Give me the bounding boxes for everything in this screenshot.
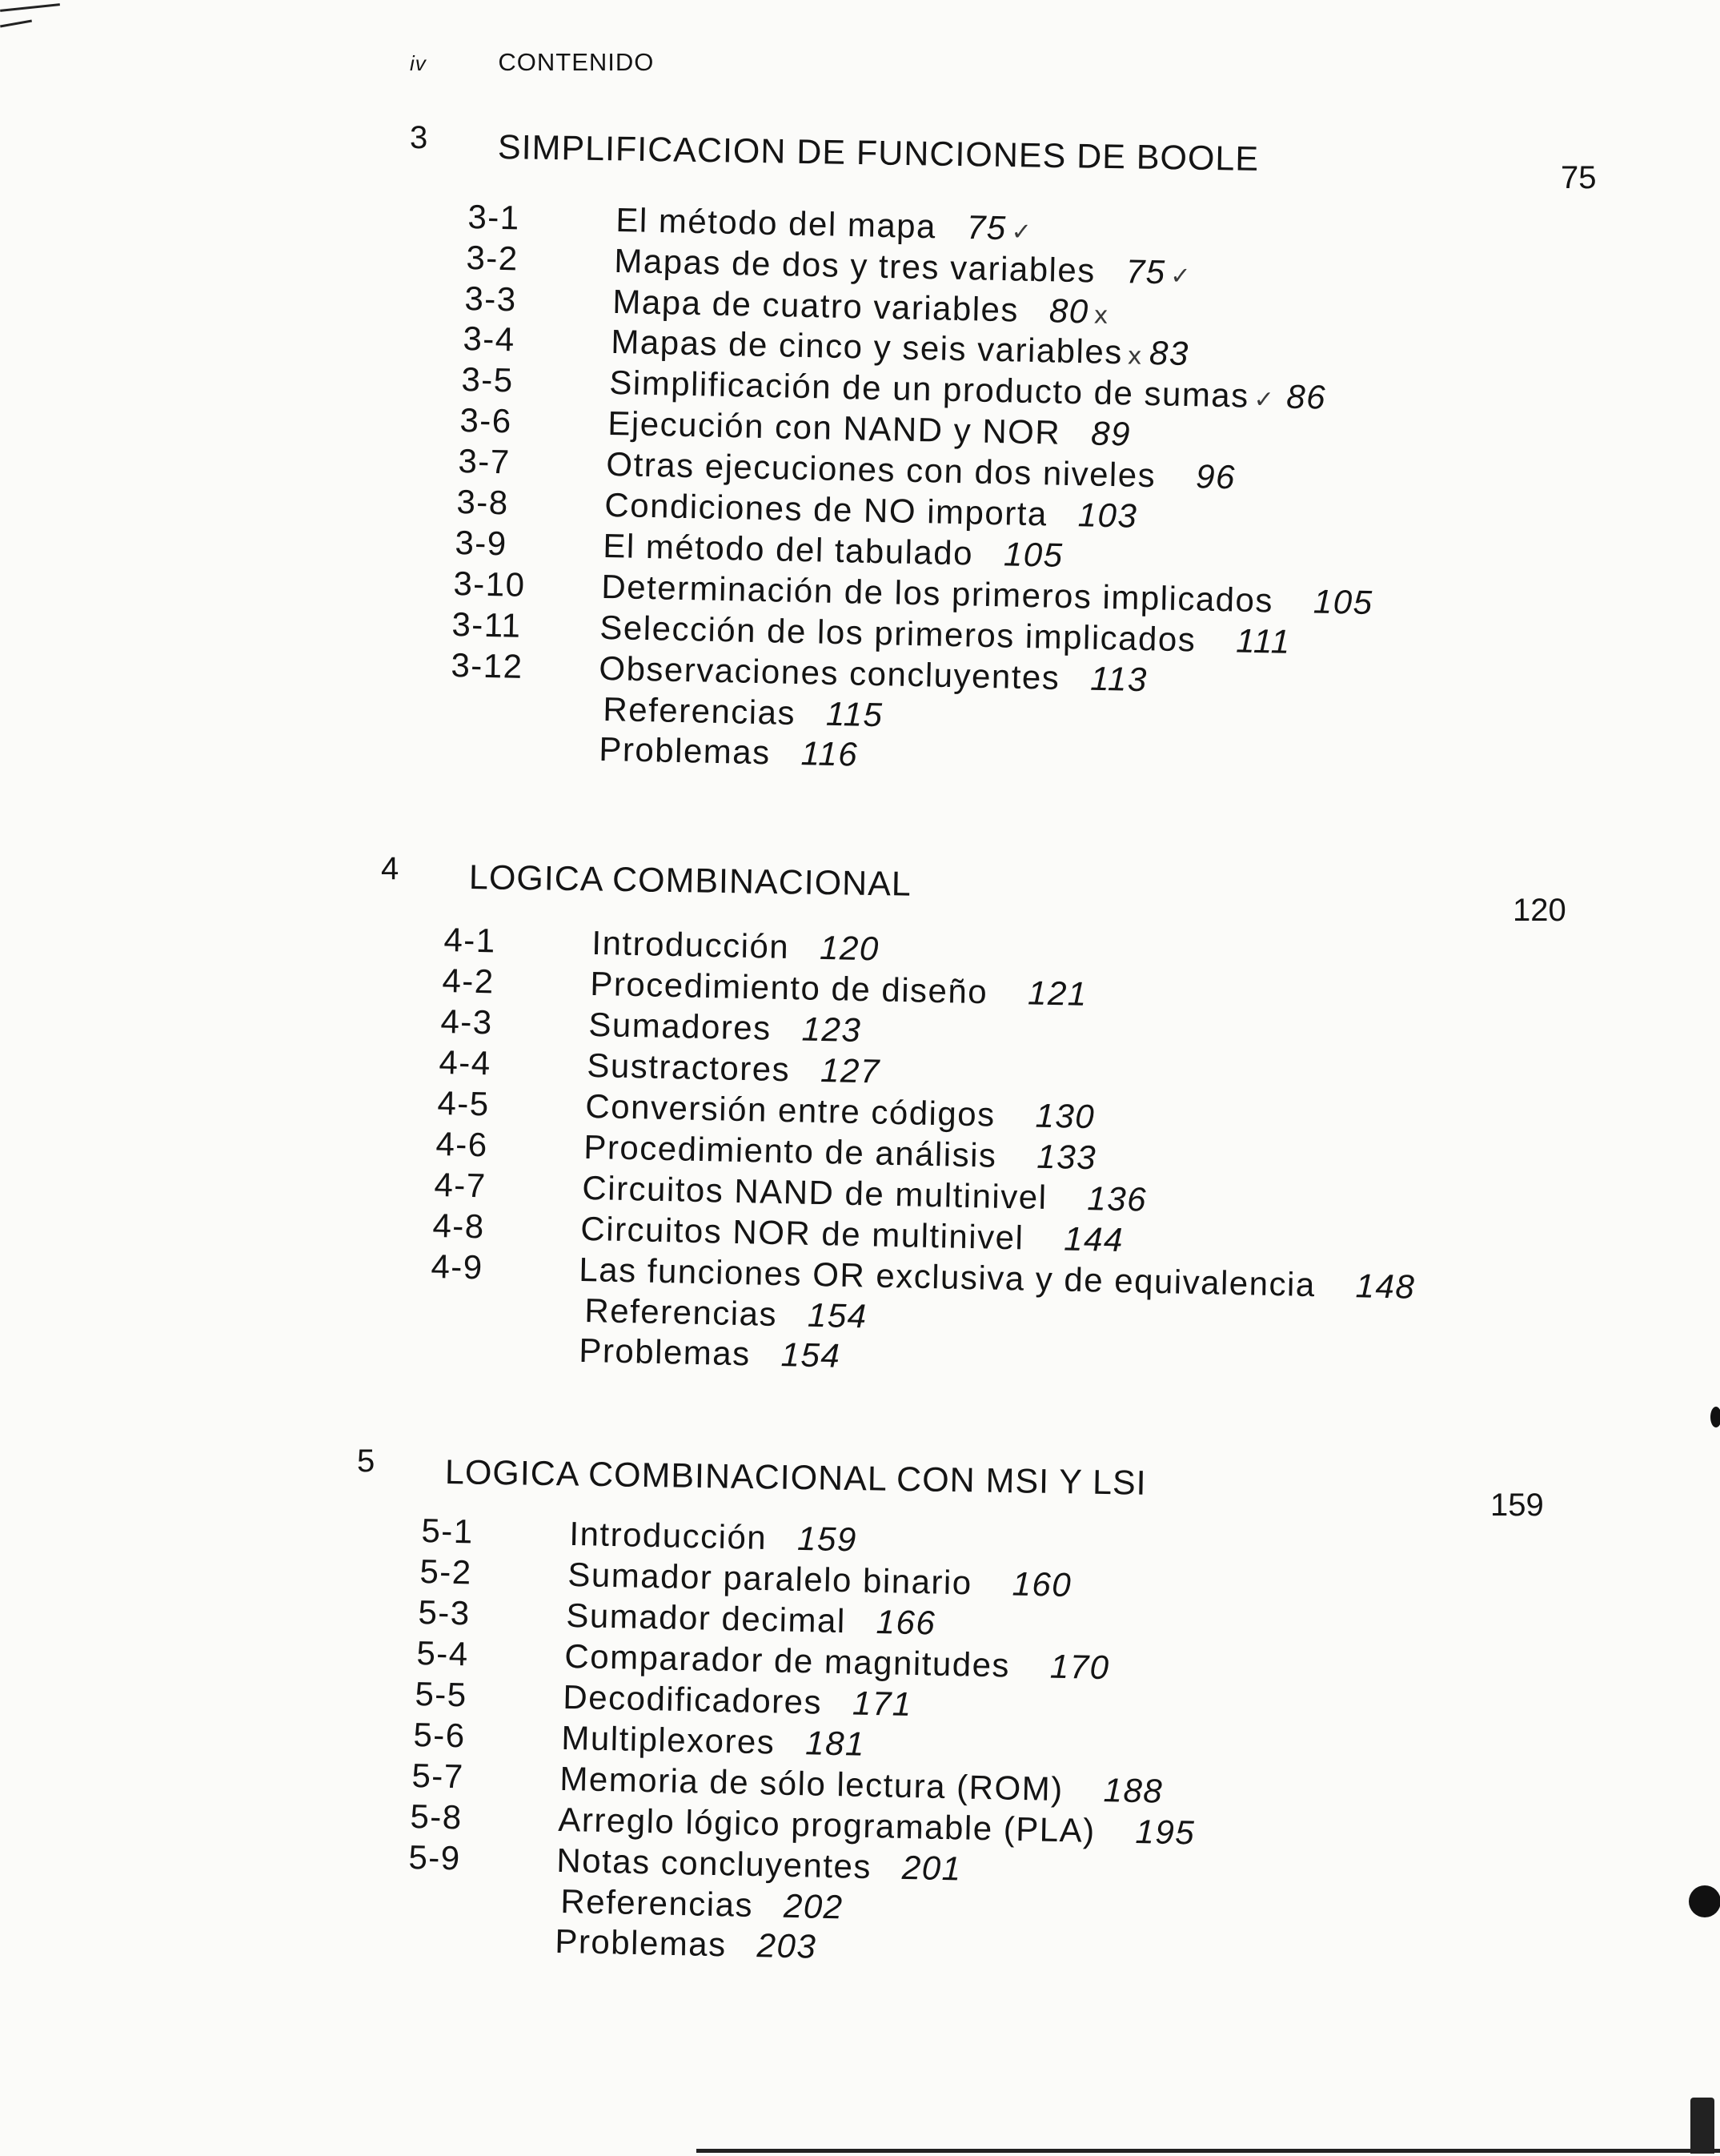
entry-page: 105 bbox=[1313, 582, 1373, 622]
entry-title: Referencias bbox=[602, 689, 796, 733]
handwritten-x-mark: x bbox=[1127, 342, 1144, 371]
entry-number: 3-1 bbox=[467, 198, 521, 237]
entry-page: 75 bbox=[966, 208, 1008, 247]
entry-page: 148 bbox=[1355, 1267, 1416, 1306]
entry-page: 154 bbox=[807, 1295, 868, 1335]
entry-page: 154 bbox=[780, 1335, 841, 1375]
entry-number: 4-6 bbox=[435, 1125, 489, 1164]
entry-title: El método del mapa bbox=[615, 200, 937, 246]
entry-number: 3-9 bbox=[455, 524, 508, 563]
scan-blot-right-2 bbox=[1689, 1885, 1720, 1917]
chapter-title: LOGICA COMBINACIONAL CON MSI Y LSI bbox=[444, 1453, 1147, 1503]
entry-title: Multiplexores bbox=[560, 1718, 776, 1761]
entry-page: 121 bbox=[1027, 974, 1089, 1013]
chapter-number: 5 bbox=[357, 1443, 375, 1479]
entry-title: Comparador de magnitudes bbox=[563, 1636, 1011, 1684]
chapter-number: 3 bbox=[410, 120, 428, 155]
entry-title: Mapas de dos y tres variables bbox=[613, 241, 1097, 290]
entry-title: Condiciones de NO importa bbox=[603, 485, 1048, 533]
entry-title: Circuitos NOR de multinivel bbox=[579, 1209, 1024, 1257]
entry-number: 4-4 bbox=[439, 1043, 492, 1082]
entry-number: 5-6 bbox=[413, 1716, 467, 1755]
entry-number: 5-1 bbox=[421, 1512, 475, 1551]
entry-page: 170 bbox=[1049, 1647, 1111, 1687]
page-running-title: CONTENIDO bbox=[498, 48, 655, 76]
handwritten-check-mark: ✓ bbox=[1011, 218, 1033, 247]
entry-title: Introducción bbox=[591, 923, 790, 966]
entry-number: 3-11 bbox=[451, 605, 522, 644]
entry-title: Mapas de cinco y seis variables bbox=[610, 322, 1124, 371]
entry-number: 5-9 bbox=[408, 1838, 462, 1877]
entry-title: Problemas bbox=[598, 729, 772, 772]
entry-title: Selección de los primeros implicados bbox=[599, 608, 1197, 659]
scan-edge-top-left-2 bbox=[0, 20, 32, 28]
entry-number: 3-7 bbox=[458, 442, 511, 481]
entry-number: 5-4 bbox=[416, 1634, 470, 1673]
entry-number: 3-2 bbox=[466, 239, 519, 278]
handwritten-x-mark: x bbox=[1093, 301, 1110, 330]
entry-title: Circuitos NAND de multinivel bbox=[581, 1168, 1048, 1217]
entry-title: Sustractores bbox=[586, 1046, 791, 1089]
entry-number: 5-5 bbox=[415, 1675, 468, 1714]
entry-number: 3-12 bbox=[451, 646, 524, 685]
entry-title: Introducción bbox=[568, 1514, 768, 1557]
entry-title: El método del tabulado bbox=[602, 526, 974, 572]
entry-page: 203 bbox=[756, 1926, 817, 1965]
entry-title: Procedimiento de diseño bbox=[589, 964, 988, 1011]
entry-title: Referencias bbox=[583, 1291, 778, 1334]
entry-number: 4-1 bbox=[443, 921, 497, 960]
entry-title: Determinación de los primeros implicados bbox=[600, 567, 1274, 620]
entry-title: Las funciones OR exclusiva y de equivalencia bbox=[578, 1250, 1317, 1304]
entry-title: Ejecución con NAND y NOR bbox=[607, 403, 1061, 452]
entry-title: Observaciones concluyentes bbox=[598, 648, 1060, 697]
entry-title: Simplificación de un producto de sumas bbox=[608, 363, 1250, 415]
chapter-number: 4 bbox=[381, 851, 399, 886]
entry-page: 202 bbox=[783, 1886, 844, 1926]
entry-page: 123 bbox=[801, 1010, 862, 1050]
entry-number: 5-2 bbox=[419, 1552, 473, 1592]
entry-page: 195 bbox=[1135, 1812, 1196, 1852]
entry-page: 111 bbox=[1235, 621, 1292, 660]
entry-page: 144 bbox=[1063, 1219, 1125, 1259]
chapter-start-page: 120 bbox=[1513, 893, 1566, 928]
entry-page: 201 bbox=[901, 1848, 962, 1888]
entry-title: Sumador paralelo binario bbox=[567, 1555, 973, 1602]
entry-page: 83 bbox=[1149, 333, 1190, 372]
entry-page: 86 bbox=[1285, 377, 1327, 416]
scan-blot-right-1 bbox=[1710, 1407, 1720, 1427]
entry-page: 127 bbox=[820, 1050, 881, 1090]
entry-page: 130 bbox=[1035, 1096, 1096, 1136]
entry-page: 159 bbox=[796, 1519, 858, 1559]
entry-page: 160 bbox=[1012, 1564, 1072, 1604]
entry-page: 136 bbox=[1086, 1179, 1148, 1219]
entry-page: 166 bbox=[876, 1602, 936, 1642]
entry-number: 4-2 bbox=[442, 962, 495, 1001]
entry-number: 4-3 bbox=[440, 1002, 494, 1042]
entry-page: 105 bbox=[1003, 535, 1064, 574]
entry-title: Sumador decimal bbox=[565, 1596, 847, 1640]
chapter-start-page: 159 bbox=[1490, 1488, 1544, 1523]
entry-number: 3-10 bbox=[453, 564, 527, 604]
scan-edge-top-left bbox=[0, 3, 60, 12]
entry-page: 188 bbox=[1103, 1771, 1164, 1810]
entry-page: 115 bbox=[825, 694, 884, 734]
entry-number: 4-7 bbox=[434, 1166, 487, 1205]
entry-number: 3-5 bbox=[461, 360, 515, 399]
entry-title: Conversión entre códigos bbox=[584, 1086, 996, 1134]
scan-edge-bottom bbox=[696, 2149, 1720, 2153]
entry-number: 4-5 bbox=[437, 1084, 491, 1123]
entry-title: Sumadores bbox=[587, 1005, 772, 1047]
chapter-title: SIMPLIFICACION DE FUNCIONES DE BOOLE bbox=[497, 128, 1260, 179]
page-header bbox=[410, 48, 654, 77]
entry-page: 120 bbox=[819, 928, 880, 968]
entry-page: 80 bbox=[1048, 291, 1090, 331]
page-number-roman: iv bbox=[410, 51, 427, 75]
entry-title: Memoria de sólo lectura (ROM) bbox=[559, 1759, 1064, 1809]
entry-title: Procedimiento de análisis bbox=[583, 1127, 997, 1174]
entry-title: Problemas bbox=[554, 1921, 728, 1964]
entry-page: 89 bbox=[1090, 414, 1132, 453]
entry-number: 3-4 bbox=[463, 319, 516, 359]
entry-page: 171 bbox=[852, 1684, 913, 1724]
handwritten-check-mark: ✓ bbox=[1169, 262, 1193, 291]
entry-title: Notas concluyentes bbox=[555, 1841, 872, 1886]
entry-title: Arreglo lógico programable (PLA) bbox=[557, 1800, 1097, 1849]
entry-title: Otras ejecuciones con dos niveles bbox=[605, 444, 1157, 495]
entry-number: 3-6 bbox=[459, 401, 513, 440]
entry-page: 116 bbox=[800, 734, 859, 773]
entry-number: 3-8 bbox=[456, 483, 510, 522]
entry-number: 4-8 bbox=[432, 1206, 486, 1246]
entry-page: 133 bbox=[1036, 1137, 1097, 1177]
entry-number: 4-9 bbox=[431, 1247, 484, 1287]
entry-number: 5-3 bbox=[418, 1593, 471, 1632]
entry-title: Referencias bbox=[559, 1881, 754, 1925]
entry-page: 96 bbox=[1195, 457, 1237, 496]
entry-page: 103 bbox=[1077, 496, 1138, 535]
chapter-start-page: 75 bbox=[1561, 160, 1597, 195]
entry-number: 5-7 bbox=[411, 1757, 465, 1796]
entry-number: 3-3 bbox=[464, 279, 518, 319]
entry-title: Decodificadores bbox=[562, 1677, 823, 1721]
entry-number: 5-8 bbox=[410, 1797, 463, 1837]
entry-page: 181 bbox=[804, 1724, 866, 1763]
scan-blot-right-3 bbox=[1690, 2098, 1714, 2154]
entry-title: Problemas bbox=[578, 1331, 752, 1373]
entry-page: 75 bbox=[1125, 252, 1166, 291]
handwritten-check-mark: ✓ bbox=[1253, 385, 1276, 415]
entry-title: Mapa de cuatro variables bbox=[611, 282, 1020, 329]
chapter-title: LOGICA COMBINACIONAL bbox=[468, 858, 912, 904]
entry-page: 113 bbox=[1089, 659, 1149, 699]
